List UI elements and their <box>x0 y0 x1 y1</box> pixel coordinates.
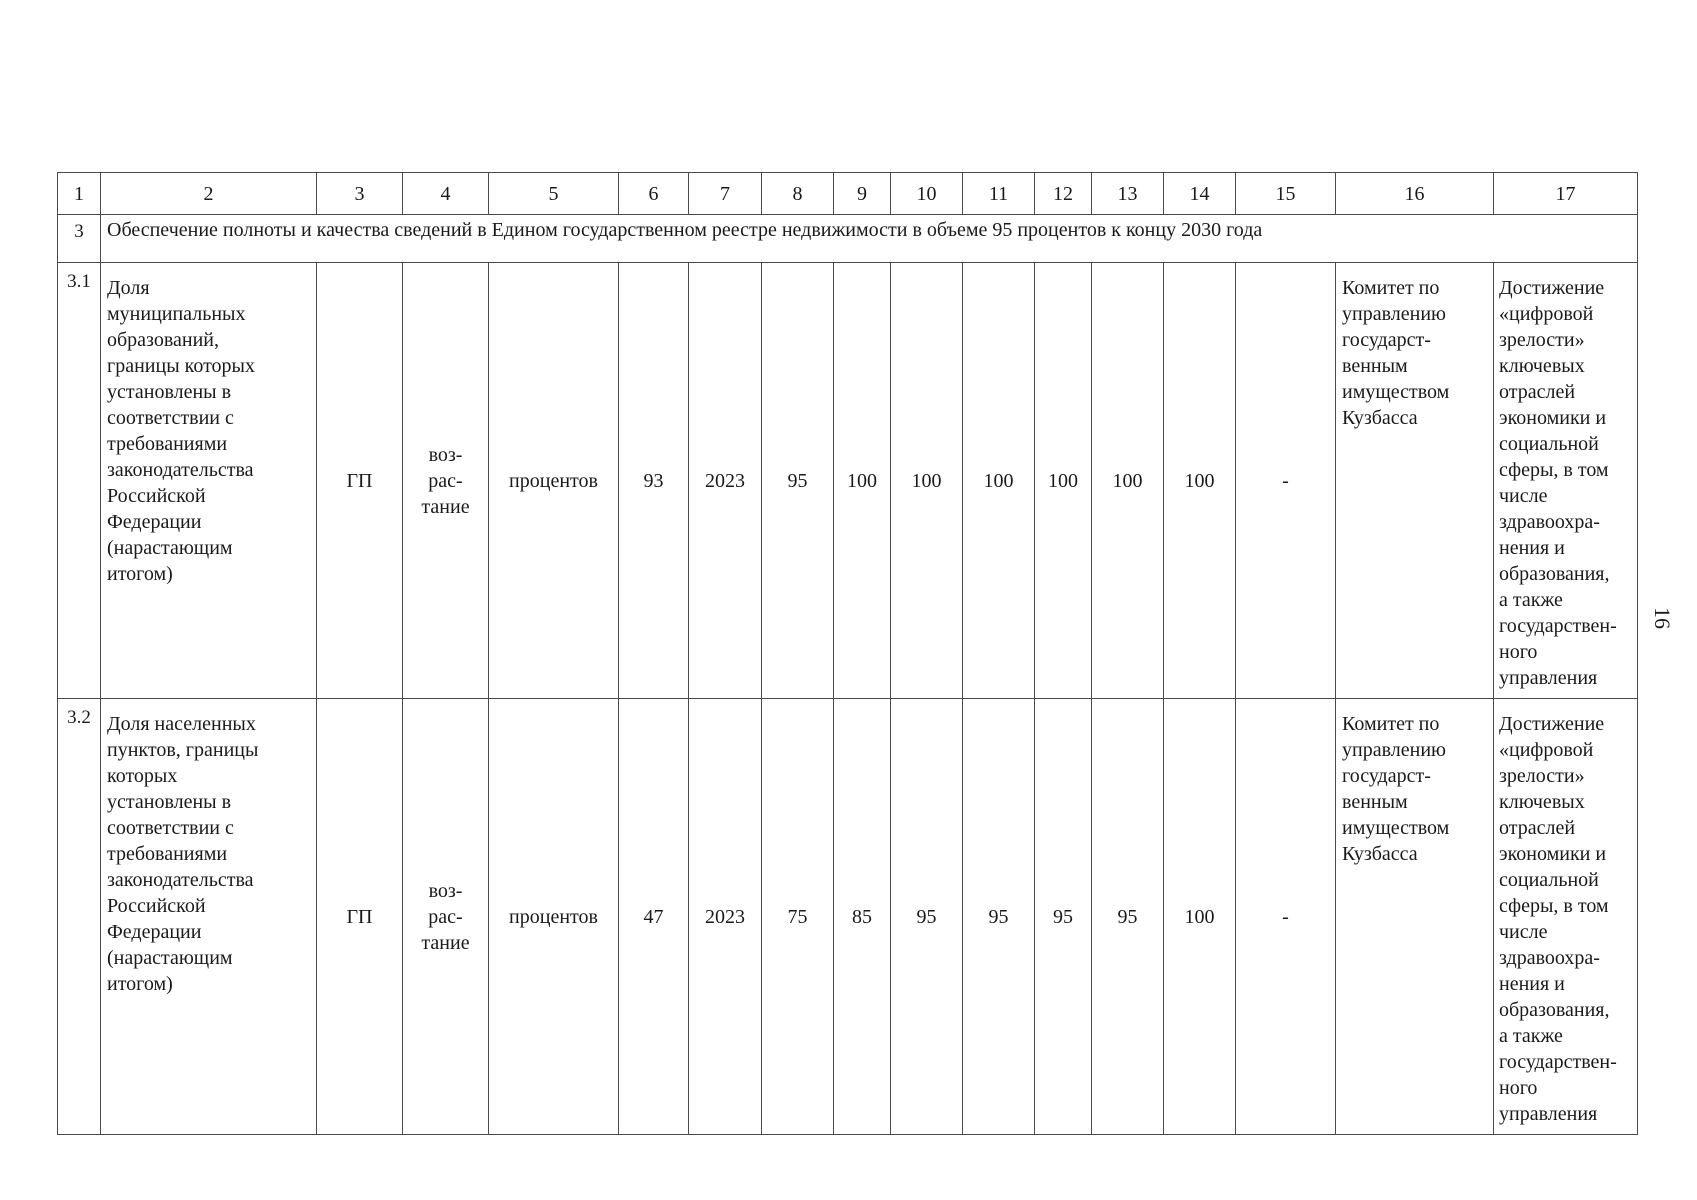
header-cell: 3 <box>317 173 403 215</box>
value-col-10: 100 <box>891 263 963 699</box>
indicator-level: ГП <box>317 263 403 699</box>
header-cell: 5 <box>489 173 619 215</box>
value-col-14: 100 <box>1164 263 1236 699</box>
indicator-trend: воз- рас- тание <box>403 263 489 699</box>
responsible-body: Комитет по управлению государст- венным имуществом Кузбасса <box>1336 263 1494 699</box>
table-row <box>58 699 1638 1135</box>
base-year: 2023 <box>689 263 762 699</box>
indicator-unit: процентов <box>489 263 619 699</box>
national-goal: Достижение «цифровой зрелости» ключевых отраслей экономики и социальной сферы, в том числе здравоохра- нения и образования, а также государствен- ного управления <box>1494 699 1638 1135</box>
indicator-name: Доля населенных пунктов, границы которых установлены в соответствии с требованиями законодательства Российской Федерации (нарастающим итогом) <box>101 699 317 1135</box>
header-cell: 16 <box>1336 173 1494 215</box>
header-cell: 1 <box>58 173 101 215</box>
section-title: Обеспечение полноты и качества сведений в Едином государственном реестре недвижимости в объеме 95 процентов к концу 2030 года <box>101 215 1638 263</box>
value-col-8: 75 <box>762 699 834 1135</box>
value-col-10: 95 <box>891 699 963 1135</box>
section-row <box>58 215 1638 263</box>
indicator-trend: воз- рас- тание <box>403 699 489 1135</box>
indicator-level: ГП <box>317 699 403 1135</box>
value-col-11: 100 <box>963 263 1035 699</box>
header-cell: 15 <box>1236 173 1336 215</box>
header-cell: 7 <box>689 173 762 215</box>
value-col-13: 95 <box>1092 699 1164 1135</box>
header-cell: 2 <box>101 173 317 215</box>
header-cell: 8 <box>762 173 834 215</box>
indicators-table <box>57 172 1638 1135</box>
section-number: 3 <box>58 215 101 263</box>
header-cell: 4 <box>403 173 489 215</box>
header-cell: 13 <box>1092 173 1164 215</box>
value-col-15: - <box>1236 699 1336 1135</box>
national-goal: Достижение «цифровой зрелости» ключевых отраслей экономики и социальной сферы, в том числе здравоохра- нения и образования, а также государствен- ного управления <box>1494 263 1638 699</box>
header-cell: 10 <box>891 173 963 215</box>
value-col-13: 100 <box>1092 263 1164 699</box>
row-number: 3.2 <box>58 699 101 1135</box>
value-col-12: 100 <box>1035 263 1092 699</box>
header-cell: 11 <box>963 173 1035 215</box>
header-cell: 12 <box>1035 173 1092 215</box>
table-row <box>58 263 1638 699</box>
value-col-11: 95 <box>963 699 1035 1135</box>
header-cell: 9 <box>834 173 891 215</box>
value-col-14: 100 <box>1164 699 1236 1135</box>
base-year: 2023 <box>689 699 762 1135</box>
value-col-15: - <box>1236 263 1336 699</box>
value-col-8: 95 <box>762 263 834 699</box>
header-cell: 17 <box>1494 173 1638 215</box>
header-cell: 14 <box>1164 173 1236 215</box>
value-col-12: 95 <box>1035 699 1092 1135</box>
indicator-name: Доля муниципальных образований, границы которых установлены в соответствии с требованиями законодательства Российской Федерации (нарастающим итогом) <box>101 263 317 699</box>
header-cell: 6 <box>619 173 689 215</box>
page-number: 16 <box>1650 607 1675 629</box>
value-col-9: 85 <box>834 699 891 1135</box>
row-number: 3.1 <box>58 263 101 699</box>
responsible-body: Комитет по управлению государст- венным имуществом Кузбасса <box>1336 699 1494 1135</box>
indicator-unit: процентов <box>489 699 619 1135</box>
base-value: 93 <box>619 263 689 699</box>
base-value: 47 <box>619 699 689 1135</box>
column-number-header-row <box>58 173 1638 215</box>
value-col-9: 100 <box>834 263 891 699</box>
